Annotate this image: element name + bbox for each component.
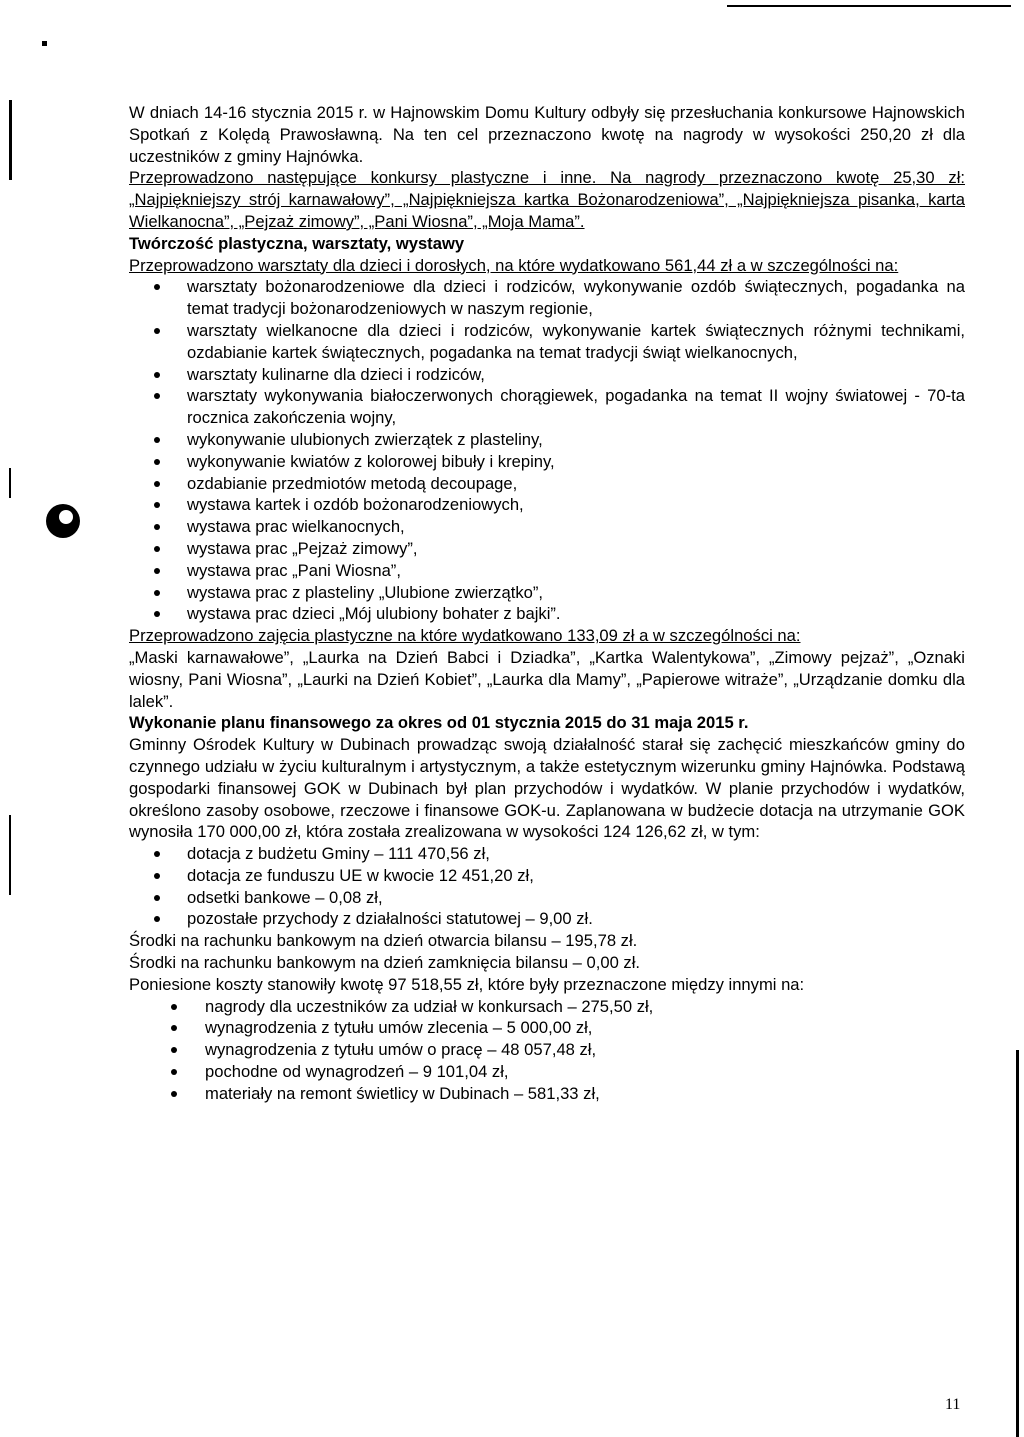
margin-bar [1016,1050,1019,1437]
list-item: warsztaty bożonarodzeniowe dla dzieci i rodziców, wykonywanie ozdób świątecznych, pogadanka na temat tradycji bożonarodzeniowych w naszym regionie, [129,276,965,320]
list-item: warsztaty wielkanocne dla dzieci i rodziców, wykonywanie kartek świątecznych różnymi technikami, ozdabianie kartek świątecznych, pogadanka na temat tradycji świąt wielkanocnych, [129,320,965,364]
margin-bar [9,100,12,180]
list-item: wykonywanie ulubionych zwierzątek z plasteliny, [129,429,965,451]
page-number: 11 [945,1396,961,1413]
costs-list [129,996,965,1105]
list-item: odsetki bankowe – 0,08 zł, [129,887,965,909]
list-item: materiały na remont świetlicy w Dubinach – 581,33 zł, [129,1083,965,1105]
hole-punch-icon [45,503,81,539]
list-item: wystawa prac „Pejzaż zimowy”, [129,538,965,560]
section-heading-finance: Wykonanie planu finansowego za okres od 01 stycznia 2015 do 31 maja 2015 r. [129,713,749,733]
list-item: dotacja z budżetu Gminy – 111 470,56 zł, [129,843,965,865]
scan-mark [42,41,47,46]
list-item: wystawa prac dzieci „Mój ulubiony bohater z bajki”. [129,603,965,625]
income-list [129,843,965,930]
costs-lead: Poniesione koszty stanowiły kwotę 97 518,55 zł, które były przeznaczone między innymi na: [129,974,805,994]
workshops-lead-text: Przeprowadzono warsztaty dla dzieci i dorosłych, na które wydatkowano 561,44 zł a w szczególności na: [129,255,899,275]
list-item: wystawa prac wielkanocnych, [129,516,965,538]
intro-paragraph: W dniach 14-16 stycznia 2015 r. w Hajnowskim Domu Kultury odbyły się przesłuchania konkursowe Hajnowskich Spotkań z Kolędą Prawosławną. Na ten cel przeznaczono kwotę na nagrody w wysokości 250,20 zł dla uczestników z gminy Hajnówka. [129,103,965,166]
list-item: wynagrodzenia z tytułu umów o pracę – 48 057,48 zł, [129,1039,965,1061]
margin-bar [9,815,11,895]
workshops-list [129,276,965,625]
section-heading-art: Twórczość plastyczna, warsztaty, wystawy [129,233,465,253]
bank-open-line: Środki na rachunku bankowym na dzień otwarcia bilansu – 195,78 zł. [129,931,638,951]
list-item: pochodne od wynagrodzeń – 9 101,04 zł, [129,1061,965,1083]
list-item: warsztaty kulinarne dla dzieci i rodziców, [129,364,965,386]
list-item: ozdabianie przedmiotów metodą decoupage, [129,473,965,495]
list-item: dotacja ze funduszu UE w kwocie 12 451,20 zł, [129,865,965,887]
classes-lead [129,625,965,647]
document-page [129,102,965,1105]
list-item: wykonywanie kwiatów z kolorowej bibuły i krepiny, [129,451,965,473]
list-item: pozostałe przychody z działalności statutowej – 9,00 zł. [129,908,965,930]
list-item: wystawa kartek i ozdób bożonarodzeniowych, [129,494,965,516]
finance-paragraph: Gminny Ośrodek Kultury w Dubinach prowadząc swoją działalność starał się zachęcić mieszkańców gminy do czynnego udziału w życiu kulturalnym i artystycznym, a także estetycznym wizerunku gminy Hajnówka. Podstawą gospodarki finansowej GOK w Dubinach był plan przychodów i wydatków. W planie przychodów i wydatków, określono zasoby osobowe, rzeczowe i finansowe GOK-u. Zaplanowana w budżecie dotacja na utrzymanie GOK wynosiła 170 000,00 zł, która została zrealizowana w wysokości 124 126,62 zł, w tym: [129,735,965,842]
margin-bar [9,468,11,498]
list-item: wystawa prac „Pani Wiosna”, [129,560,965,582]
top-rule [727,5,1011,7]
bank-close-line: Środki na rachunku bankowym na dzień zamknięcia bilansu – 0,00 zł. [129,953,641,973]
contests-paragraph [129,167,965,232]
classes-lead-text: Przeprowadzono zajęcia plastyczne na które wydatkowano 133,09 zł a w szczególności na: [129,626,801,646]
list-item: nagrody dla uczestników za udział w konkursach – 275,50 zł, [129,996,965,1018]
list-item: wystawa prac z plasteliny „Ulubione zwierzątko”, [129,582,965,604]
workshops-lead [129,255,965,277]
list-item: wynagrodzenia z tytułu umów zlecenia – 5 000,00 zł, [129,1017,965,1039]
contests-text: Przeprowadzono następujące konkursy plastyczne i inne. Na nagrody przeznaczono kwotę 25,30 zł: „Najpiękniejszy strój karnawałowy”, „Najpiękniejsza kartka Bożonarodzeniowa”, „Najpiękniejsza pisanka, karta Wielkanocna”, „Pejzaż zimowy”, „Pani Wiosna”, „Moja Mama”. [129,168,965,231]
classes-paragraph: „Maski karnawałowe”, „Laurka na Dzień Babci i Dziadka”, „Kartka Walentykowa”, „Zimowy pejzaż”, „Oznaki wiosny, Pani Wiosna”, „Laurki na Dzień Kobiet”, „Laurka dla Mamy”, „Papierowe witraże”, „Urządzanie domku dla lalek”. [129,647,965,711]
list-item: warsztaty wykonywania białoczerwonych chorągiewek, pogadanka na temat II wojny światowej - 70-ta rocznica zakończenia wojny, [129,385,965,429]
